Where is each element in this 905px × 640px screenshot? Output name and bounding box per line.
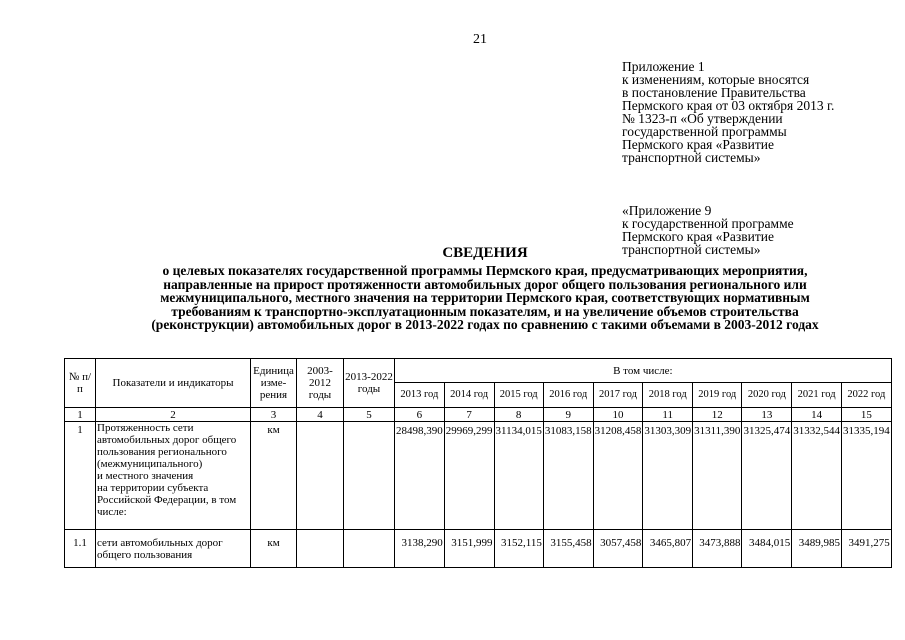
row-value: 3151,999	[444, 530, 494, 568]
row-value: 31083,158	[543, 422, 593, 530]
header-indicator: Показатели и индикаторы	[96, 359, 251, 408]
subtitle-line: о целевых показателях государственной программы Пермского края, предусматривающих мероприятия,	[162, 263, 808, 278]
row-value: 31325,474	[742, 422, 792, 530]
column-number: 9	[543, 408, 593, 422]
appendix9-line: транспортной системы»	[622, 242, 761, 257]
appendix-line: к изменениям, которые вносятся	[622, 72, 810, 87]
indicator-line: сети автомобильных дорог	[97, 537, 223, 549]
column-number: 6	[395, 408, 445, 422]
indicator-line: (межмуниципального)	[97, 458, 203, 470]
row-period-2013-2022	[344, 530, 395, 568]
header-unit: Единица изме-рения	[251, 359, 297, 408]
indicator-line: и местного значения	[97, 470, 194, 482]
row-value: 3138,290	[395, 530, 445, 568]
row-value: 31335,194	[841, 422, 891, 530]
appendix-line: государственной программы	[622, 124, 787, 139]
column-number: 7	[444, 408, 494, 422]
header-year: 2021 год	[792, 383, 842, 408]
row-unit: км	[251, 530, 297, 568]
column-number: 1	[65, 408, 96, 422]
row-value: 3484,015	[742, 530, 792, 568]
row-indicator	[96, 530, 251, 568]
column-number: 2	[96, 408, 251, 422]
row-value: 3057,458	[593, 530, 643, 568]
row-period-2003-2012	[297, 530, 344, 568]
column-number: 8	[494, 408, 543, 422]
row-number: 1	[65, 422, 96, 530]
table-row	[65, 422, 892, 530]
column-number: 12	[693, 408, 742, 422]
row-value: 28498,390	[395, 422, 445, 530]
appendix9-line: Пермского края «Развитие	[622, 229, 774, 244]
column-number: 14	[792, 408, 842, 422]
column-number-row	[65, 408, 892, 422]
appendix-line: № 1323-п «Об утверждении	[622, 111, 783, 126]
row-value: 3489,985	[792, 530, 842, 568]
appendix-block	[622, 60, 834, 164]
row-value: 31311,390	[693, 422, 742, 530]
row-period-2003-2012	[297, 422, 344, 530]
indicator-line: Протяженность сети	[97, 422, 194, 434]
indicator-line: пользования регионального	[97, 446, 227, 458]
row-value: 31332,544	[792, 422, 842, 530]
appendix-line: транспортной системы»	[622, 150, 761, 165]
subtitle-line: (реконструкции) автомобильных дорог в 2013-2022 годах по сравнению с такими объемами в 2003-2012 годах	[151, 317, 819, 332]
header-num: № п/п	[65, 359, 96, 408]
header-row	[65, 359, 892, 383]
column-number: 13	[742, 408, 792, 422]
indicator-line: Российской Федерации, в том	[97, 494, 237, 506]
header-period-2003-2012: 2003-2012 годы	[297, 359, 344, 408]
header-year: 2014 год	[444, 383, 494, 408]
header-year: 2017 год	[593, 383, 643, 408]
appendix-line: в постановление Правительства	[622, 85, 806, 100]
document-title: СВЕДЕНИЯ	[442, 245, 528, 261]
indicator-line: общего пользования	[97, 549, 193, 561]
header-year: 2015 год	[494, 383, 543, 408]
document-subtitle	[100, 264, 870, 332]
appendix-line: Пермского края «Развитие	[622, 137, 774, 152]
row-period-2013-2022	[344, 422, 395, 530]
row-indicator	[96, 422, 251, 530]
column-number: 5	[344, 408, 395, 422]
column-number: 4	[297, 408, 344, 422]
subtitle-line: требованиям к транспортно-эксплуатационным показателям, и на увеличение объемов строительства	[171, 303, 799, 319]
header-year: 2020 год	[742, 383, 792, 408]
appendix9-line: «Приложение 9	[622, 203, 712, 218]
table-row	[65, 530, 892, 568]
appendix9-line: к государственной программе	[622, 216, 794, 231]
appendix-line: Приложение 1	[622, 59, 705, 74]
header-year: 2018 год	[643, 383, 693, 408]
header-year: 2016 год	[543, 383, 593, 408]
row-value: 31134,015	[494, 422, 543, 530]
column-number: 15	[841, 408, 891, 422]
indicator-line: числе:	[97, 506, 127, 518]
row-value: 31208,458	[593, 422, 643, 530]
indicator-line: на территории субъекта	[97, 482, 209, 494]
subtitle-line: межмуниципального, местного значения на территории Пермского края, соответствующих нормативным	[160, 290, 810, 305]
row-value: 29969,299	[444, 422, 494, 530]
row-value: 3465,807	[643, 530, 693, 568]
indicators-table	[64, 358, 892, 568]
subtitle-line: направленные на прирост протяженности автомобильных дорог общего пользования регионального или	[163, 276, 807, 292]
header-year: 2019 год	[693, 383, 742, 408]
page-number: 21	[473, 32, 487, 47]
column-number: 10	[593, 408, 643, 422]
indicator-line: автомобильных дорог общего	[97, 434, 237, 446]
column-number: 3	[251, 408, 297, 422]
row-value: 31303,309	[643, 422, 693, 530]
row-unit: км	[251, 422, 297, 530]
row-value: 3473,888	[693, 530, 742, 568]
header-year: 2013 год	[395, 383, 445, 408]
header-period-2013-2022: 2013-2022 годы	[344, 359, 395, 408]
header-year: 2022 год	[841, 383, 891, 408]
row-value: 3155,458	[543, 530, 593, 568]
row-value: 3491,275	[841, 530, 891, 568]
row-value: 3152,115	[494, 530, 543, 568]
row-number: 1.1	[65, 530, 96, 568]
appendix-line: Пермского края от 03 октября 2013 г.	[622, 98, 835, 113]
column-number: 11	[643, 408, 693, 422]
header-including: В том числе:	[395, 359, 892, 383]
